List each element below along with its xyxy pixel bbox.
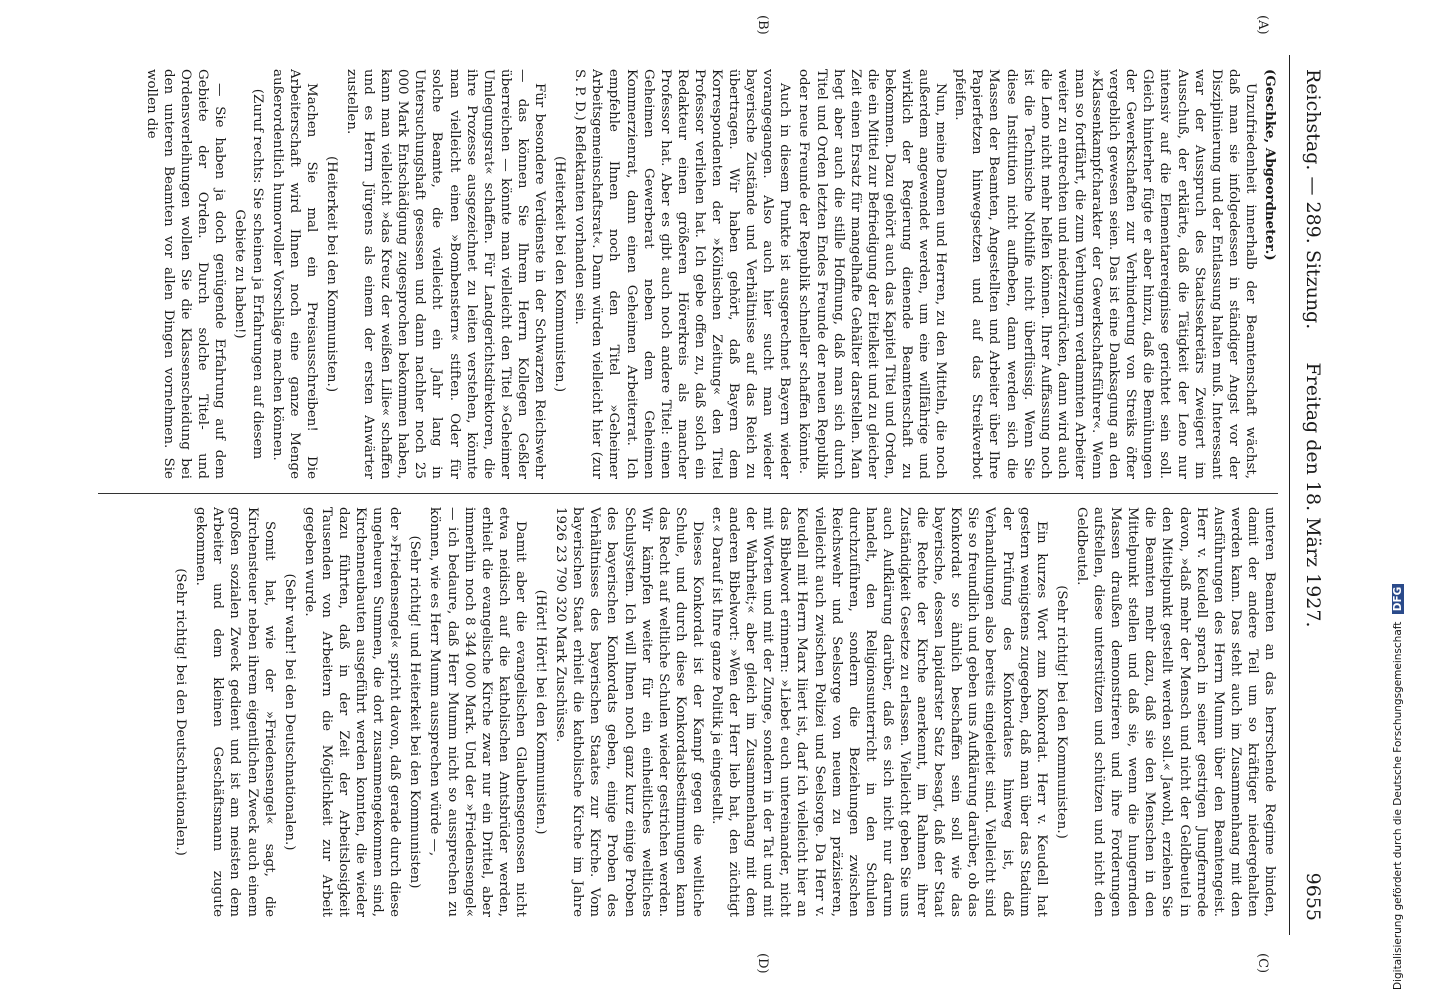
paragraph: — Sie haben ja doch genügende Erfahrung auf dem Gebiete der Orden. Durch solche Titel- und Ordensverleihungen wollen Sie die Klassenscheidung bei den unteren Beamten vor allen Dingen vornehmen. Sie wollen die — [144, 69, 228, 479]
interjection: (Sehr richtig! bei den Deutschnationalen.) — [173, 568, 189, 856]
margin-marker-b: (B) — [755, 15, 770, 35]
margin-marker-d: (D) — [755, 953, 770, 974]
column-divider — [98, 493, 1278, 494]
paragraph: Dieses Konkordat ist der Kampf gegen die weltliche Schule, und durch diese Konkordatsbestimmungen kann das Recht auf weltliche Schulen wieder gestrichen werden. Wir kämpfen weiter für ein einheitliches weltliches Schulsystem. Ich will Ihnen noch ganz kurz einige Proben des bayerischen Konkordats geben, einige Proben des Verhältnisses des bayerischen Staates zur Kirche. Vom bayerischen Staat erhielt die katholische Kirche im Jahre 1926 23 790 320 Mark Zuschüsse. — [553, 507, 705, 917]
interjection: (Sehr richtig! und Heiterkeit bei den Kommunisten) — [407, 535, 423, 889]
interjection: (Heiterkeit bei den Kommunisten.) — [323, 155, 339, 393]
interjection: (Zuruf rechts: Sie scheinen ja Erfahrungen auf diesem Gebiete zu haben!) — [232, 88, 265, 460]
header-date: Freitag den 18. März 1927. — [1302, 362, 1324, 628]
digitization-credit — [1392, 584, 1404, 990]
right-column — [98, 507, 1278, 917]
dfg-logo: DFG — [1392, 584, 1404, 615]
header-left: Reichstag. — 289. Sitzung. — [1302, 69, 1324, 330]
interjection: (Sehr wahr! bei den Deutschnationalen.) — [281, 573, 297, 851]
paragraph: Auch in diesem Punkte ist ausgerechnet Bayern wieder vorangegangen. Also auch hier sucht man wieder bayerische Zustände und Verhältnisse auf das Reich zu übertragen. Wir haben gehört, daß Bayern dem Korrespondenten der »Kölnischen Zeitung« den Titel Professor verliehen hat. Ich gebe offen zu, daß solch ein Redakteur einen größeren Hörerkreis als mancher Professor hat. Aber es gibt auch noch andere Titel: einen Geheimen Gewerberat neben dem Geheimen Kommerzienrat, dann einen Geheimen Arbeiterrat. Ich empfehle Ihnen noch den Titel »Geheimer Arbeitsgemeinschaftsrat«. Dann würden vielleicht hier (zur S. P. D.) Reflektanten vorhanden sein. — [572, 69, 793, 479]
page-header — [1289, 55, 1330, 935]
left-column — [98, 69, 1278, 479]
interjection: (Hört! Hört! bei den Kommunisten.) — [533, 589, 549, 835]
paragraph: Ein kurzes Wort zum Konkordat. Herr v. Keudell hat gestern wenigstens zugegeben, daß man über das Stadium der Prüfung des Konkordates hinweg ist, daß Verhandlungen also bereits eingeleitet sind. Vielleicht sind Sie so freundlich und geben uns Aufklärung darüber, ob das Konkordat so ähnlich beschaffen sein soll wie das bayerische, dessen lapidarster Satz besagt, daß der Staat die Rechte der Kirche anerkennt, im Rahmen ihrer Zuständigkeit Gesetze zu erlassen. Vielleicht geben Sie uns auch Aufklärung darüber, daß es sich nicht nur darum handelt, den Religionsunterricht in den Schulen durchzuführen, sondern die Beziehungen zwischen Reichswehr und Seelsorge von neuem zu präzisieren, vielleicht auch zwischen Polizei und Seelsorge. Da Herr v. Keudell mit Herrn Marx liiert ist, darf ich vielleicht hier an das Bibelwort erinnern: »Liebet euch untereinander, nicht mit Worten und mit der Zunge, sondern in der Tat und mit der Wahrheit;« aber gleich im Zusammenhang mit dem anderen Bibelwort: »Wen der Herr lieb hat, den züchtigt er.« Darauf ist Ihre ganze Politik ja eingestellt. — [709, 507, 1049, 917]
credit-text: Digitalisierung gefördert durch die Deutsche Forschungsgemeinschaft — [1392, 621, 1404, 990]
paragraph: unteren Beamten an das herrschende Regime binden, damit der andere Teil um so kräftiger niedergehalten werden kann. Das steht auch im Zusammenhang mit den Ausführungen des Herrn Mumm über den Beamtengeist. Herr v. Keudell sprach in seiner gestrigen Jungfernrede davon, »daß mehr der Mensch und nicht der Geldbeutel in den Mittelpunkt gestellt werden soll.« Jawohl, erziehen Sie die Beamten mehr dazu, daß sie den Menschen in den Mittelpunkt stellen und daß sie, wenn die hungernden Massen draußen demonstrieren und ihre Forderungen aufstellen, diese unterstützen und schützen und nicht den Geldbeutel. — [1073, 507, 1277, 917]
speaker-label: (Geschke, Abgeordneter.) — [1262, 69, 1278, 261]
interjection: (Sehr richtig! bei den Kommunisten.) — [1053, 585, 1069, 839]
paragraph: Machen Sie mal ein Preisausschreiben! Die Arbeiterschaft wird Ihnen noch eine ganze Menge außerordentlich humorvoller Vorschläge machen können. — [269, 69, 319, 479]
paragraph: der »Friedensengel« spricht davon, daß gerade durch diese ungeheuren Summen, die dort zusammengekommen sind, Kirchenneubauten ausgeführt werden konnten, die wieder dazu führten, daß in der Zeit der Arbeitslosigkeit Tausenden von Arbeitern die Möglichkeit zur Arbeit gegeben wurde. — [301, 507, 403, 917]
paragraph: Somit hat, wie der »Friedensengel« sagt, die Kirchensteuer neben ihrem eigentlichen Zweck auch einem großen sozialen Zweck gedient und ist am meisten dem Arbeiter und dem kleinen Geschäftsmann zugute gekommen. — [193, 507, 277, 917]
interjection: (Heiterkeit bei den Kommunisten.) — [552, 155, 568, 393]
margin-marker-a: (A) — [1255, 15, 1270, 35]
page-number: 9655 — [1302, 872, 1324, 921]
paragraph: Damit aber die evangelischen Glaubensgenossen nicht etwa neidisch auf die katholischen Amtsbrüder werden, erhielt die evangelische Kirche zwar nur ein Drittel, aber immerhin noch 8 344 000 Mark. Und der »Friedensengel« — ich bedaure, daß Herr Mumm nicht so aussprechen zu können, wie es Herr Mumm aussprechen würde —, — [427, 507, 528, 917]
paragraph: Unzufriedenheit innerhalb der Beamtenschaft wächst, daß man sie infolgedessen in ständiger Angst vor der Disziplinierung und der Entlassung halten muß. Interessant war der Ausspruch des Staatssekretärs Zweigert im Ausschuß, der erklärte, daß die Tätigkeit der Leno nur intensiv auf die Elementarereignisse gerichtet sein soll. Gleich hinterher fügte er aber hinzu, daß die Bemühungen der Gewerkschaften zur Verhinderung von Streiks öfter vergeblich gewesen seien. Das ist eine Danksagung an den »Klassenkampfcharakter der Gewerkschaftsführer«. Wenn man so fortfährt, die zum Verhungern verdammten Arbeiter weiter zu entrechten und niederzudrücken, dann wird auch die Leno nicht mehr helfen können. Ihrer Auffassung noch ist die Technische Nothilfe nicht überflüssig. Wenn Sie diese Institution nicht aufheben, dann werden sich die Massen der Beamten, Angestellten und Arbeiter über Ihre Papierfetzen hinwegsetzen und auf das Streikverbot pfeifen. — [952, 69, 1258, 479]
document-page — [80, 15, 1330, 974]
margin-marker-c: (C) — [1255, 953, 1270, 974]
paragraph: Für besondere Verdienste in der Schwarzen Reichswehr — das können Sie Ihrem Herrn Kollegen Geßler überreichen — könnte man vielleicht den Titel »Geheimer Umlegungsrat« schaffen. Für Landgerichtsdirektoren, die ihre Prozesse ausgezeichnet zu leiten verstehen, könnte man vielleicht einen »Bombenstern« stiften. Oder für solche Beamte, die vielleicht ein Jahr lang in Untersuchungshaft gesessen und dann nachher noch 25 000 Mark Entschädigung zugesprochen bekommen haben, kann man vielleicht »das Kreuz der weißen Lilie« schaffen und es Herrn Jürgens als einem der ersten Anwärter zustellen. — [344, 69, 548, 479]
paragraph: Nun, meine Damen und Herren, zu den Mitteln, die noch außerdem angewendet werden, um eine willfährige und wirklich der Regierung dienende Beamtenschaft zu bekommen. Dazu gehört auch das Kapitel Titel und Orden, die ein Mittel zur Befriedigung der Eitelkeit und zu gleicher Zeit einen Ersatz für mangelhafte Gehälter darstellen. Man hegt aber auch die stille Hoffnung, daß man sich durch Titel und Orden letzten Endes Freunde der neuen Republik oder neue Freunde der Republik schneller schaffen könnte. — [796, 69, 949, 479]
